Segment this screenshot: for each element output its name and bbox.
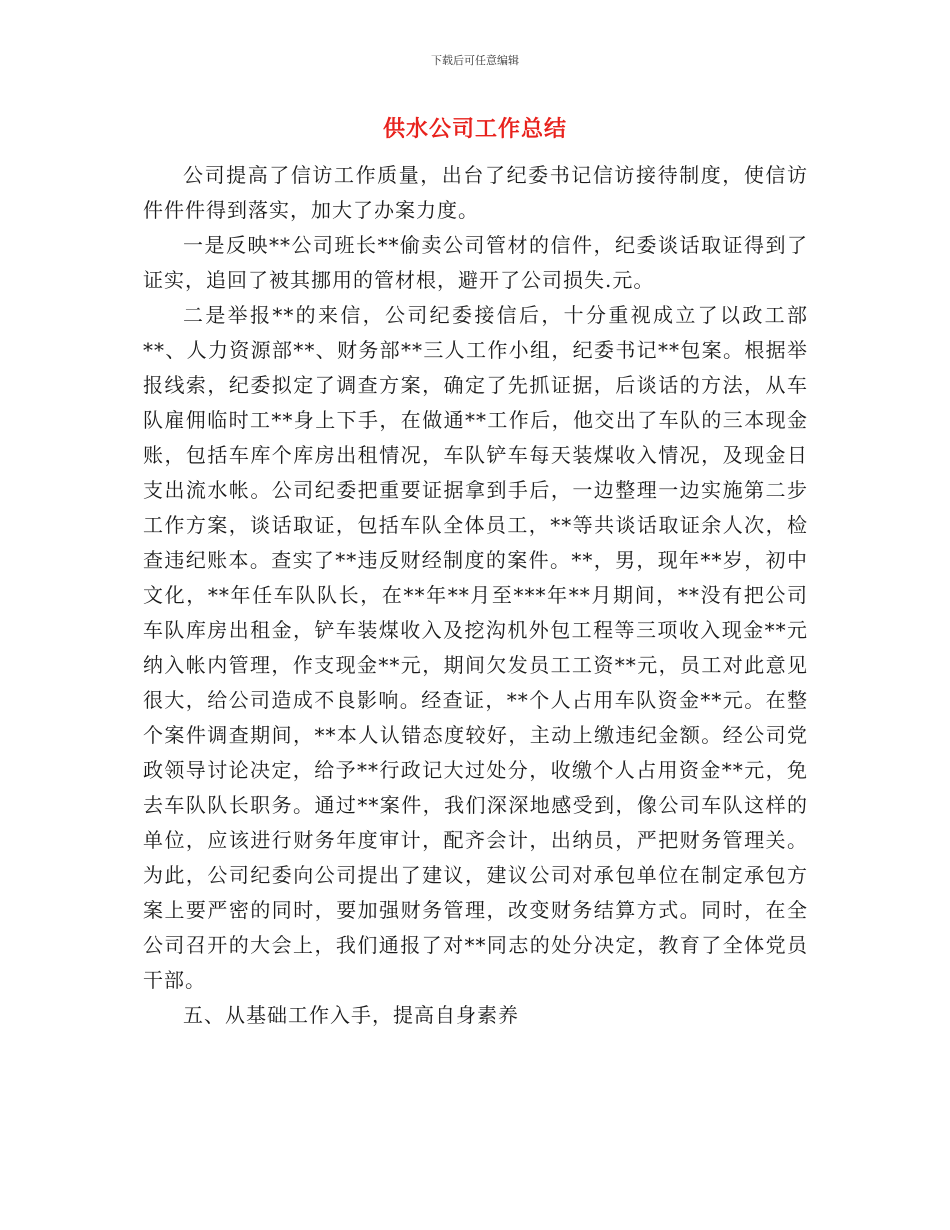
paragraph-section-five: 五、从基础工作入手，提高自身素养 <box>183 1003 519 1027</box>
document-body <box>143 158 808 1033</box>
header-note: 下载后可任意编辑 <box>431 54 519 67</box>
paragraph-case-one: 一是反映**公司班长**偷卖公司管材的信件，纪委谈话取证得到了证实，追回了被其挪用的管材根，避开了公司损失.元。 <box>143 233 808 292</box>
document-title: 供水公司工作总结 <box>382 117 567 142</box>
paragraph-case-two: 二是举报**的来信，公司纪委接信后，十分重视成立了以政工部**、人力资源部**、财务部**三人工作小组，纪委书记**包案。根据举报线索，纪委拟定了调查方案，确定了先抓证据，后谈话的方法，从车队雇佣临时工**身上下手，在做通**工作后，他交出了车队的三本现金账，包括车库个库房出租情况，车队铲车每天装煤收入情况，及现金日支出流水帐。公司纪委把重要证据拿到手后，一边整理一边实施第二步工作方案，谈话取证，包括车队全体员工，**等共谈话取证余人次，检查违纪账本。查实了**违反财经制度的案件。**，男，现年**岁，初中文化，**年任车队队长，在**年**月至***年**月期间，**没有把公司车队库房出租金，铲车装煤收入及挖沟机外包工程等三项收入现金**元纳入帐内管理，作支现金**元，期间欠发员工工资**元，员工对此意见很大，给公司造成不良影响。经查证，**个人占用车队资金**元。在整个案件调查期间，**本人认错态度较好，主动上缴违纪金额。经公司党政领导讨论决定，给予**行政记大过处分，收缴个人占用资金**元，免去车队队长职务。通过**案件，我们深深地感受到，像公司车队这样的单位，应该进行财务年度审计，配齐会计，出纳员，严把财务管理关。为此，公司纪委向公司提出了建议，建议公司对承包单位在制定承包方案上要严密的同时，要加强财务管理，改变财务结算方式。同时，在全公司召开的大会上，我们通报了对**同志的处分决定，教育了全体党员干部。 <box>143 303 808 992</box>
paragraph-intro: 公司提高了信访工作质量，出台了纪委书记信访接待制度，使信访件件件得到落实，加大了办案力度。 <box>143 163 808 222</box>
